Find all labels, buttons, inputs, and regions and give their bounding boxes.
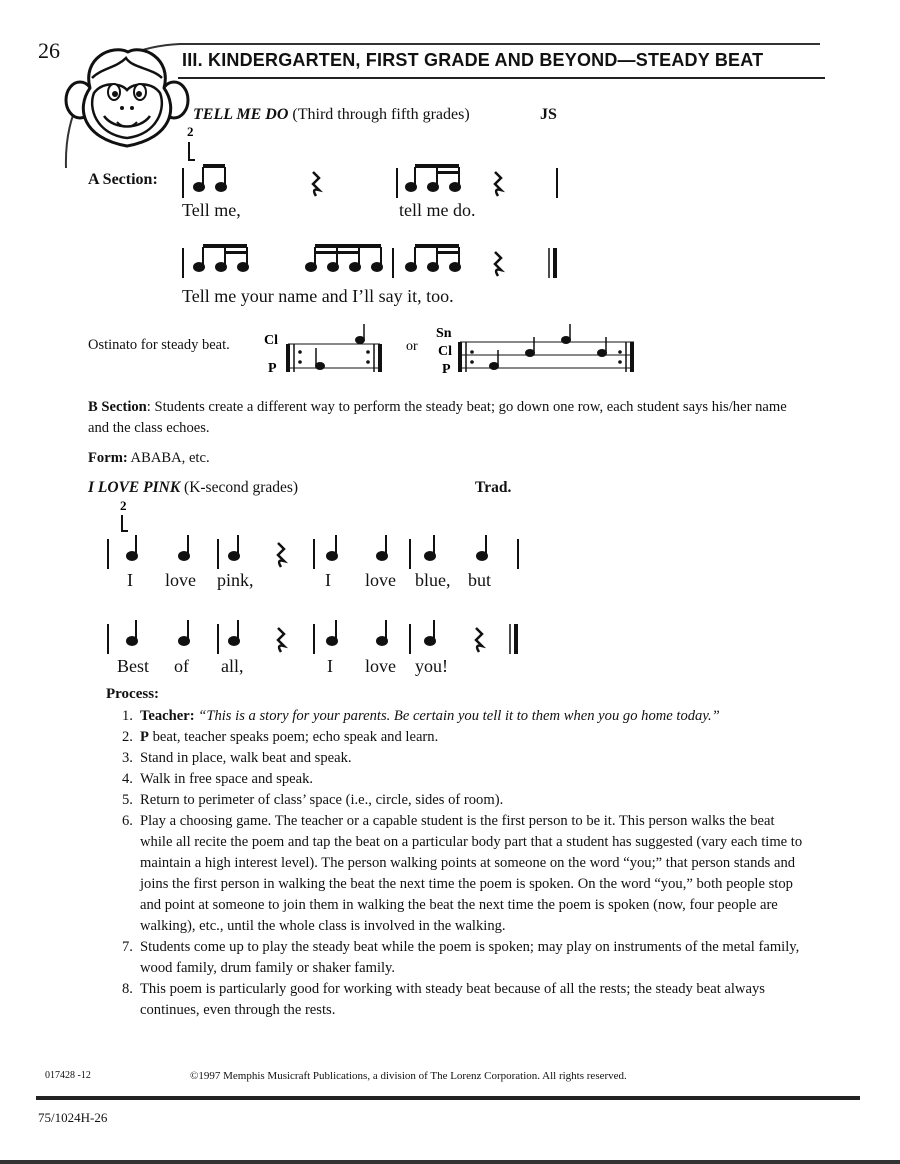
process-item: 3. Stand in place, walk beat and speak. xyxy=(122,750,352,766)
rhythm-staff-tell-me-do-2 xyxy=(175,238,595,288)
song-title: TELL ME DO xyxy=(193,106,289,123)
ostinato-label: Ostinato for steady beat. xyxy=(88,337,230,353)
a-section-label: A Section: xyxy=(88,171,158,188)
svg-text:Cl: Cl xyxy=(438,344,452,359)
song-title: I LOVE PINK xyxy=(88,479,181,496)
svg-text:or: or xyxy=(406,339,418,354)
copyright-notice: ©1997 Memphis Musicraft Publications, a division of The Lorenz Corporation. All rights reserved. xyxy=(190,1070,627,1082)
lyric-word: pink, xyxy=(217,570,254,590)
song-credit: Trad. xyxy=(475,479,512,496)
lyric-word: blue, xyxy=(415,570,451,590)
form-text: ABABA, etc. xyxy=(127,450,210,466)
rhythm-staff-tell-me-do-1 xyxy=(175,120,595,210)
lyric-word: all, xyxy=(221,656,244,676)
b-section-paragraph xyxy=(88,397,808,439)
process-item: 4. Walk in free space and speak. xyxy=(122,771,314,787)
b-section-text: : Students create a different way to perform the steady beat; go down one row, each student says his/her name and the class echoes. xyxy=(88,399,787,436)
process-item: 5. Return to perimeter of class’ space (i.e., circle, sides of room). xyxy=(122,792,504,808)
lyric-word: I xyxy=(325,570,331,590)
process-list xyxy=(122,706,805,1021)
song-grades: (K-second grades) xyxy=(184,479,299,496)
lyric-word: love xyxy=(365,656,396,676)
svg-text:Sn: Sn xyxy=(436,326,452,341)
process-items xyxy=(122,706,805,1021)
lyric-word: Best xyxy=(117,656,150,676)
lyric-tell-me-do: tell me do. xyxy=(399,200,476,220)
b-section-label: B Section xyxy=(88,399,147,415)
svg-text:Cl: Cl xyxy=(264,333,278,348)
monkey-mascot-icon xyxy=(62,38,192,156)
rhythm-staff-i-love-pink-1 xyxy=(100,495,540,575)
lyric-word: love xyxy=(365,570,396,590)
page-number: 26 xyxy=(38,38,60,63)
page-bottom-border xyxy=(0,1160,900,1164)
form-label: Form: xyxy=(88,450,128,466)
process-item: 8. This poem is particularly good for working with steady beat because of all the rests; the steady beat always continues, even through the rests. xyxy=(122,981,765,1018)
process-item: 7. Students come up to play the steady beat while the poem is spoken; may play on instruments of the metal family, wood family, drum family or shaker family. xyxy=(122,939,800,976)
time-signature: 2 xyxy=(187,124,194,139)
chapter-title: III. KINDERGARTEN, FIRST GRADE AND BEYOND—STEADY BEAT xyxy=(182,50,764,70)
process-label: Process: xyxy=(106,686,160,702)
process-item: 1. Teacher: “This is a story for your parents. Be certain you tell it to them when you go home today.” xyxy=(122,708,720,724)
lyric-word: I xyxy=(327,656,333,676)
rhythm-staff-i-love-pink-2 xyxy=(100,612,540,660)
footer-bottom-code: 75/1024H-26 xyxy=(38,1110,108,1125)
footer-code: 017428 -12 xyxy=(45,1070,91,1081)
song-grades: (Third through fifth grades) xyxy=(292,106,470,123)
lyric-tell-me: Tell me, xyxy=(182,200,241,220)
lyric-word: I xyxy=(127,570,133,590)
form-paragraph xyxy=(88,448,210,469)
process-item: 6. Play a choosing game. The teacher or a capable student is the first person to be it. This person walks the beat while all recite the poem and tap the beat on a particular body part that a student has suggested (vary each time to maintain a high interest level). The person walking points at someone on the word “you;” that person stands and joins the first person in walking the beat the next time the poem is spoken. On the word “you,” both people stop and point at someone to join them in walking the beat the next time the poem is spoken (now, four people are walking), etc., until the whole class is involved in the walking. xyxy=(122,813,803,934)
svg-text:P: P xyxy=(268,361,277,376)
song-credit: JS xyxy=(540,106,557,123)
lyric-tell-me-your-name: Tell me your name and I’ll say it, too. xyxy=(182,286,454,306)
svg-text:P: P xyxy=(442,362,451,377)
footer-rule xyxy=(36,1096,860,1100)
ostinato-staves xyxy=(260,322,650,378)
svg-text:2: 2 xyxy=(120,498,127,513)
lyric-word: you! xyxy=(415,656,448,676)
process-item: 2. P beat, teacher speaks poem; echo speak and learn. xyxy=(122,729,439,745)
lyric-word: love xyxy=(165,570,196,590)
lyric-word: of xyxy=(174,656,189,676)
lyric-word: but xyxy=(468,570,492,590)
